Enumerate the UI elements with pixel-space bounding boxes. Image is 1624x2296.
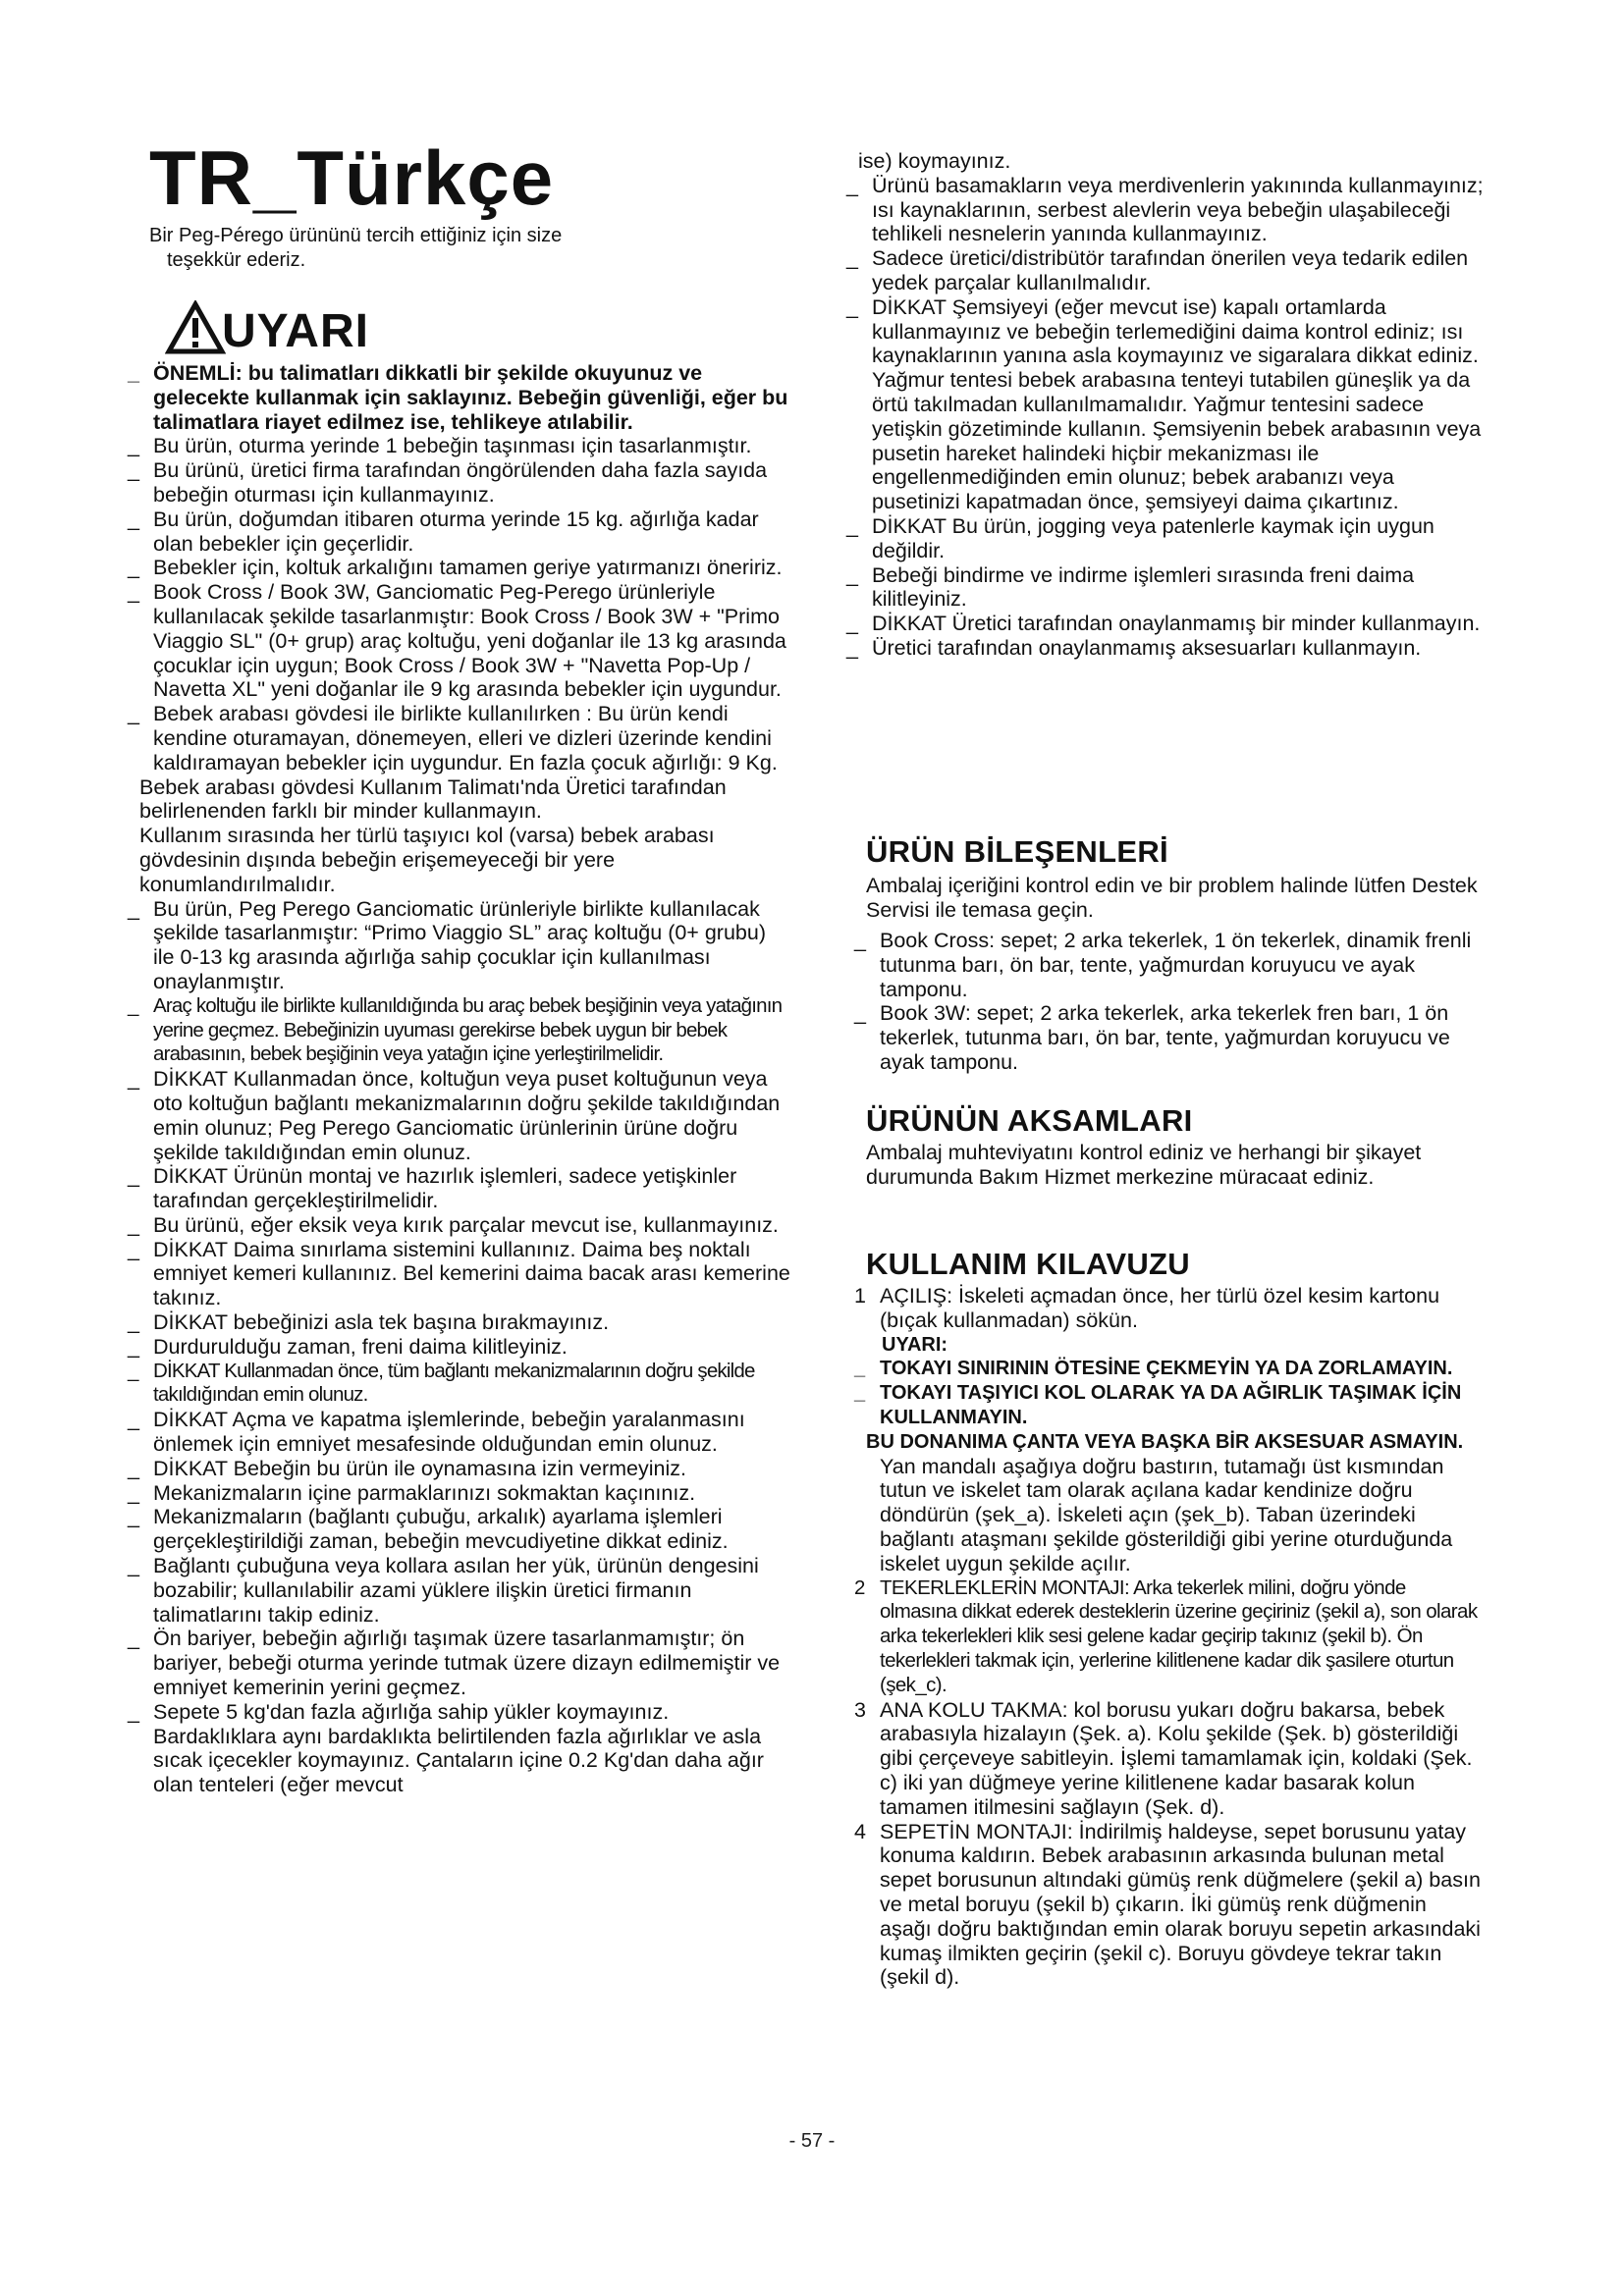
list-item — [128, 580, 790, 702]
list-item-text: Book Cross: sepet; 2 arka tekerlek, 1 ön tekerlek, dinamik frenli tutunma barı, ön bar, tente, yağmurdan koruyucu ve ayak tamponu. — [880, 929, 1472, 1001]
list-item — [846, 612, 1485, 636]
step-2-text: TEKERLEKLERİN MONTAJI: Arka tekerlek milini, doğru yönde olmasına dikkat ederek desteklerin üzerine geçiriniz (şekil a), son olarak arka tekerlekleri klik sesi gelene kadar geçirip takınız (şekil b). Ön tekerlekleri takmak için, yerlerine kilitlenene kadar dik şasilere oturtun (şek_c). — [880, 1575, 1478, 1696]
guide-warning-label: UYARI: — [882, 1333, 948, 1356]
list-item-text: DİKKAT Bu ürün, jogging veya patenlerle kaymak için uygun değildir. — [872, 513, 1435, 562]
list-item — [846, 636, 1485, 661]
list-item — [128, 1360, 790, 1409]
intro-text — [149, 224, 699, 273]
bullet-dash: _ — [128, 1334, 139, 1359]
bullet-dash: _ — [128, 556, 139, 580]
bullet-dash: _ — [128, 1237, 139, 1261]
bullet-dash: _ — [128, 1554, 139, 1578]
accessories-text: Ambalaj muhteviyatını kontrol ediniz ve herhangi bir şikayet durumunda Bakım Hizmet merkezine müracaat ediniz. — [866, 1141, 1422, 1189]
list-item — [128, 1627, 790, 1699]
list-item — [128, 1310, 790, 1335]
list-item-text: Bebek arabası gövdesi Kullanım Talimatı'nda Üretici tarafından belirlenenden farklı bir minder kullanmayın. — [139, 774, 727, 824]
bullet-dash: _ — [128, 993, 138, 1017]
list-item — [846, 246, 1485, 295]
step-4 — [854, 1820, 1483, 1991]
list-item-text: Bağlantı çubuğuna veya kollara asılan her yük, ürünün dengesini bozabilir; kullanılabilir azami yüklere ilişkin üretici firmanın talimatlarını takip ediniz. — [153, 1554, 759, 1627]
bullet-dash: _ — [128, 361, 139, 385]
list-item — [128, 775, 790, 825]
bullet-dash: _ — [128, 580, 139, 605]
list-item — [854, 1430, 1483, 1455]
list-item-text: Sepete 5 kg'dan fazla ağırlığa sahip yükler koymayınız. Bardaklıklara aynı bardaklıkta belirtilenden fazla ağırlıklar ve asla sıcak içecekler koymayınız. Çantaların içine 0.2 Kg'dan daha ağır olan tenteleri (eğer mevcut — [153, 1699, 764, 1797]
list-item-text: DİKKAT Kullanmadan önce, koltuğun veya puset koltuğunun veya oto koltuğun bağlantı mekanizmalarının doğru şekilde takıldığından emin olunuz; Peg Perego Ganciomatic ürünlerinin ürüne doğru şekilde takıldığından emin olunuz. — [153, 1067, 781, 1164]
list-item-text: DİKKAT Daima sınırlama sistemini kullanınız. Daima beş noktalı emniyet kemeri kullanınız. Bel kemerini daima bacak arası kemerine takınız. — [153, 1237, 790, 1310]
list-item-text: Bu ürün, oturma yerinde 1 bebeğin taşınması için tasarlanmıştır. — [153, 434, 752, 458]
list-item — [128, 1554, 790, 1627]
list-item-text: Bebekler için, koltuk arkalığını tamamen geriye yatırmanızı öneririz. — [153, 556, 783, 580]
list-item — [128, 458, 790, 507]
list-item — [128, 507, 790, 557]
step-2 — [854, 1576, 1483, 1698]
list-item — [128, 1700, 790, 1797]
list-item — [846, 295, 1485, 514]
step-1-continued: Yan mandalı aşağıya doğru bastırın, tutamağı üst kısmından tutun ve iskelet tam olarak açılana kadar kendinize doğru döndürün (şek_a). İskeleti açın (şek_b). Taban üzerindeki bağlantı ataşmanı şekilde gösterildiği gibi yerine oturduğunda iskelet uygun şekilde açılır. — [880, 1454, 1453, 1575]
intro-line-1: Bir Peg-Pérego ürününü tercih ettiğiniz için size — [149, 225, 563, 246]
components-intro — [866, 874, 1485, 923]
list-item-text: ise) koymayınız. — [858, 149, 1011, 173]
bullet-dash: _ — [854, 1001, 866, 1026]
bullet-dash: _ — [128, 1359, 138, 1382]
components-title: ÜRÜN BİLEŞENLERİ — [866, 834, 1168, 869]
list-item-text: DİKKAT Kullanmadan önce, tüm bağlantı mekanizmalarının doğru şekilde takıldığından emin olunuz. — [153, 1359, 755, 1407]
bullet-dash: _ — [846, 513, 858, 538]
list-item-text: DİKKAT Üretici tarafından onaylanmamış bir minder kullanmayın. — [872, 612, 1481, 636]
bullet-dash: _ — [128, 1067, 139, 1092]
list-item-text: Book 3W: sepet; 2 arka tekerlek, arka tekerlek fren barı, 1 ön tekerlek, tutunma barı, ön bar, tente, yağmurdan koruyucu ve ayak tamponu. — [880, 1001, 1450, 1074]
list-item — [846, 174, 1485, 246]
bullet-dash: _ — [128, 702, 139, 726]
list-item-text: Mekanizmaların (bağlantı çubuğu, arkalık) ayarlama işlemleri gerçekleştirildiği zaman, bebeğin mevcudiyetine dikkat ediniz. — [153, 1505, 729, 1554]
list-item — [846, 563, 1485, 613]
list-item-text: Sadece üretici/distribütör tarafından önerilen veya tedarik edilen yedek parçalar kullanılmalıdır. — [872, 246, 1469, 294]
list-item-text: Bebeği bindirme ve indirme işlemleri sırasında freni daima kilitleyiniz. — [872, 562, 1415, 612]
intro-line-2: teşekkür ederiz. — [167, 249, 306, 271]
list-item-text: Durdurulduğu zaman, freni daima kilitleyiniz. — [153, 1334, 568, 1359]
bullet-dash: _ — [846, 635, 858, 660]
step-2-number: 2 — [854, 1575, 865, 1599]
page-number: - 57 - — [788, 2130, 836, 2152]
accessories-title: ÜRÜNÜN AKSAMLARI — [866, 1103, 1193, 1138]
list-item — [854, 1357, 1483, 1381]
bullet-dash: _ — [128, 1164, 139, 1189]
list-item-text: DİKKAT Ürünün montaj ve hazırlık işlemleri, sadece yetişkinler tarafından gerçekleştirilmelidir. — [153, 1164, 737, 1213]
list-item — [128, 1238, 790, 1310]
list-item — [128, 556, 790, 580]
warning-heading — [165, 287, 369, 355]
bullet-dash: _ — [128, 1212, 139, 1237]
list-item — [128, 1213, 790, 1238]
list-item-text: Bu ürün, doğumdan itibaren oturma yerinde 15 kg. ağırlığa kadar olan bebekler için geçerlidir. — [153, 507, 759, 556]
list-item — [854, 929, 1483, 1001]
guide-warning-list — [854, 1357, 1483, 1454]
step-4-number: 4 — [854, 1819, 866, 1843]
list-item — [128, 994, 790, 1067]
list-item — [128, 1067, 790, 1164]
list-item-text: Üretici tarafından onaylanmamış aksesuarları kullanmayın. — [872, 635, 1422, 660]
bullet-dash: _ — [128, 1505, 139, 1529]
list-item — [128, 1457, 790, 1481]
list-item-text: DİKKAT Şemsiyeyi (eğer mevcut ise) kapalı ortamlarda kullanmayınız ve bebeğin terlemediğini daima kontrol ediniz; ısı kaynaklarının yanına asla koymayınız ve sigaralara dikkat ediniz. Yağmur tentesi bebek arabasına tenteyi tutabilen güneşlik ya da örtü takılmadan kullanılmamalıdır. Yağmur tentesini sadece yetişkin gözetiminde kullanın. Şemsiyenin bebek arabasının veya pusetin hareket halindeki hiçbir mekanizması ile engellenmediğinden emin olunuz; bebek arabanızı veya pusetinizi kapatmadan önce, şemsiyeyi daima çıkartınız. — [872, 294, 1482, 514]
step-3-number: 3 — [854, 1697, 866, 1722]
bullet-dash: _ — [854, 929, 866, 952]
bullet-dash: _ — [128, 1627, 139, 1651]
bullet-dash: _ — [846, 246, 858, 271]
list-item-text: Ön bariyer, bebeğin ağırlığı taşımak üzere tasarlanmamıştır; ön bariyer, bebeği oturma yerinde tutmak üzere dizayn edilmemiştir ve emniyet kemerinin yerini geçmez. — [153, 1627, 781, 1700]
step-1-number: 1 — [854, 1284, 866, 1308]
bullet-dash: _ — [128, 458, 139, 483]
list-item — [128, 702, 790, 774]
list-item — [846, 514, 1485, 563]
list-item — [128, 361, 790, 434]
list-item — [128, 824, 790, 896]
right-safety-list — [846, 149, 1485, 661]
list-item-text: DİKKAT Açma ve kapatma işlemlerinde, bebeğin yaralanmasını önlemek için emniyet mesafesinde olduğundan emin olunuz. — [153, 1408, 745, 1457]
list-item-text: Book Cross / Book 3W, Ganciomatic Peg-Perego ürünleriyle kullanılacak şekilde tasarlanmıştır: Book Cross / Book 3W + "Primo Viaggio SL" (0+ grup) araç koltuğu, yeni doğanlar ile 13 kg arasında çocuklar için uygun; Book Cross / Book 3W + "Navetta Pop-Up / Navetta XL" yeni doğanlar ile 9 kg arasında bebekler için uygundur. — [153, 580, 786, 702]
list-item-text: TOKAYI TAŞIYICI KOL OLARAK YA DA AĞIRLIK TAŞIMAK İÇİN KULLANMAYIN. — [880, 1382, 1462, 1428]
list-item — [128, 434, 790, 458]
step-3-text: ANA KOLU TAKMA: kol borusu yukarı doğru bakarsa, bebek arabasıyla hizalayın (Şek. a). Kolu şekilde (Şek. b) gösterildiği gibi çerçeveye sabitleyin. İşlemi tamamlamak için, koldaki (Şek. c) iki yan düğmeye yerine kilitlenene kadar basarak kolun tamamen itilmesini sağlayın (Şek. d). — [880, 1697, 1473, 1819]
bullet-dash: _ — [854, 1382, 866, 1405]
list-item-text: Araç koltuğu ile birlikte kullanıldığında bu araç bebek beşiğinin veya yatağının yerine geçmez. Bebeğinizin uyuması gerekirse bebek uygun bir bebek arabasının, bebek beşiğinin veya yatağın içine yerleştirilmelidir. — [153, 993, 783, 1066]
list-item-text: Bebek arabası gövdesi ile birlikte kullanılırken : Bu ürün kendi kendine oturamayan, dönemeyen, elleri ve dizleri üzerinde kendini kaldıramayan bebekler için uygundur. En fazla çocuk ağırlığı: 9 Kg. — [153, 702, 778, 774]
bullet-dash: _ — [128, 896, 139, 921]
list-item-text: Bu ürünü, eğer eksik veya kırık parçalar mevcut ise, kullanmayınız. — [153, 1212, 779, 1237]
bullet-dash: _ — [846, 294, 858, 319]
list-item-text: TOKAYI SINIRININ ÖTESİNE ÇEKMEYİN YA DA ZORLAMAYIN. — [880, 1358, 1453, 1380]
list-item — [854, 1381, 1483, 1430]
list-item — [128, 1335, 790, 1360]
step-1 — [854, 1284, 1483, 1333]
list-item-text: Bu ürün, Peg Perego Ganciomatic ürünleriyle birlikte kullanılacak şekilde tasarlanmıştır: “Primo Viaggio SL” araç koltuğu (0+ grubu) ile 0-13 kg arasında ağırlığa sahip çocuklar için kullanılması onaylanmıştır. — [153, 896, 766, 993]
bullet-dash: _ — [128, 1480, 139, 1505]
list-item — [854, 1001, 1483, 1074]
list-item-text: Mekanizmaların içine parmaklarınızı sokmaktan kaçınınız. — [153, 1480, 696, 1505]
left-safety-list — [128, 361, 790, 1797]
list-item-text: Ürünü basamakların veya merdivenlerin yakınında kullanmayınız; ısı kaynaklarının, serbest alevlerin veya bebeğin ulaşabileceği tehlikeli nesnelerin yanında kullanmayınız. — [872, 173, 1484, 246]
bullet-dash: _ — [846, 173, 858, 197]
bullet-dash: _ — [128, 434, 139, 458]
list-item-text: DİKKAT Bebeğin bu ürün ile oynamasına izin vermeyiniz. — [153, 1456, 686, 1480]
list-item — [128, 1481, 790, 1506]
bullet-dash: _ — [128, 1408, 139, 1432]
bullet-dash: _ — [128, 1456, 139, 1480]
bullet-dash: _ — [846, 562, 858, 587]
list-item-text: Bu ürünü, üretici firma tarafından öngörülenden daha fazla sayıda bebeğin oturması için kullanmayınız. — [153, 458, 768, 507]
bullet-dash: _ — [128, 507, 139, 531]
step-3 — [854, 1698, 1483, 1820]
guide-title: KULLANIM KILAVUZU — [866, 1247, 1190, 1281]
list-item-text: BU DONANIMA ÇANTA VEYA BAŞKA BİR AKSESUAR ASMAYIN. — [866, 1430, 1464, 1453]
components-list — [854, 929, 1483, 1075]
step-1-text: AÇILIŞ: İskeleti açmadan önce, her türlü özel kesim kartonu (bıçak kullanmadan) sökün. — [880, 1284, 1440, 1332]
list-item — [846, 149, 1485, 174]
list-item — [128, 897, 790, 994]
list-item — [128, 1408, 790, 1457]
list-item — [128, 1164, 790, 1213]
list-item-text: DİKKAT bebeğinizi asla tek başına bırakmayınız. — [153, 1310, 610, 1335]
bullet-dash: _ — [128, 1699, 139, 1724]
bullet-dash: _ — [846, 612, 858, 636]
bullet-dash: _ — [854, 1358, 866, 1380]
components-intro-text: Ambalaj içeriğini kontrol edin ve bir problem halinde lütfen Destek Servisi ile temasa geçin. — [866, 874, 1478, 922]
warning-triangle-icon — [165, 300, 226, 355]
bullet-dash: _ — [128, 1310, 139, 1335]
list-item-text: ÖNEMLİ: bu talimatları dikkatli bir şekilde okuyunuz ve gelecekte kullanmak için saklayınız. Bebeğin güvenliği, eğer bu talimatlara riayet edilmez ise, tehlikeye atılabilir. — [153, 361, 788, 434]
list-item-text: Kullanım sırasında her türlü taşıyıcı kol (varsa) bebek arabası gövdesinin dışında bebeğin erişemeyeceği bir yere konumlandırılmalıdır. — [139, 824, 715, 896]
list-item — [128, 1505, 790, 1554]
step-4-text: SEPETİN MONTAJI: İndirilmiş haldeyse, sepet borusunu yatay konuma kaldırın. Bebek arabasının arkasında bulunan metal sepet borusunun altındaki gümüş renk düğmelere (şekil a) basın ve metal boruyu (şekil b) çıkarın. İki gümüş renk düğmenin aşağı doğru baktığından emin olarak boruyu sepetin arkasındaki kumaş ilmikten geçirin (şekil c). Boruyu gövdeye tekrar takın (şekil d). — [880, 1819, 1481, 1990]
guide-body — [854, 1284, 1483, 1990]
page-title: TR_Türkçe — [149, 134, 555, 221]
warning-word: UYARI — [222, 305, 369, 357]
